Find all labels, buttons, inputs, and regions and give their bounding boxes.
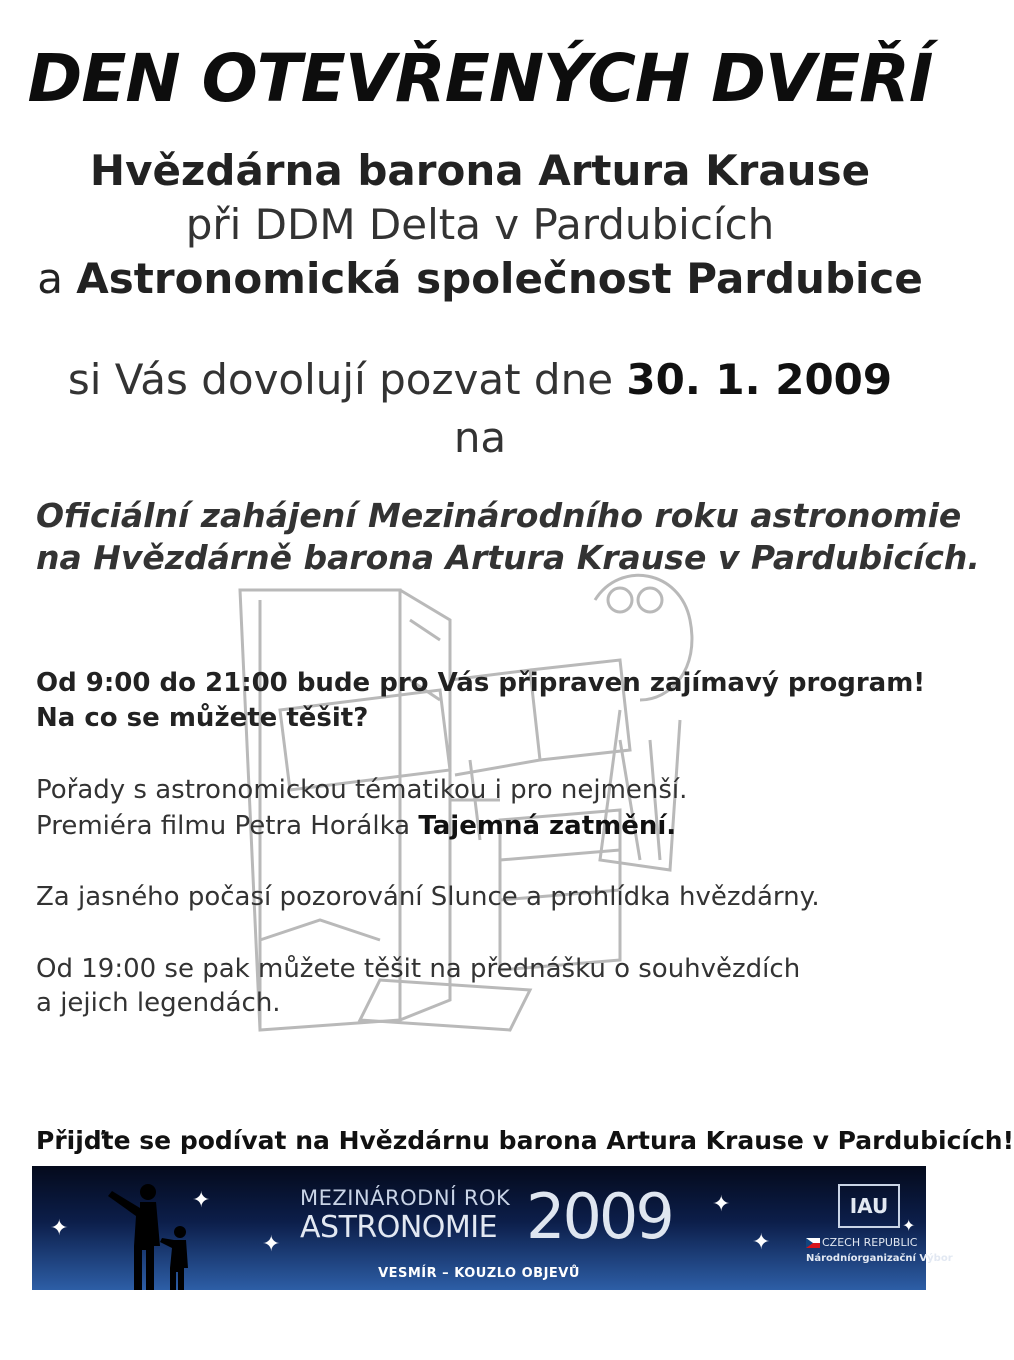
country-label: CZECH REPUBLIC xyxy=(822,1236,918,1249)
call-to-action: Přijďte se podívat na Hvězdárnu barona Artura Krause v Pardubicích! xyxy=(36,1126,1014,1155)
program-item-lecture-line1: Od 19:00 se pak můžete těšit na přednášku o souhvězdích xyxy=(36,954,801,984)
iya-year: 2009 xyxy=(526,1180,672,1253)
program-item-lecture-line2: a jejich legendách. xyxy=(36,988,281,1018)
page-title: DEN OTEVŘENÝCH DVEŘÍ xyxy=(27,40,933,117)
film-prefix: Premiéra filmu Petra Horálka xyxy=(36,811,419,841)
film-title: Tajemná zatmění. xyxy=(418,811,677,841)
event-title-line2: na Hvězdárně barona Artura Krause v Pardubicích. xyxy=(36,538,980,577)
czech-flag-icon xyxy=(806,1238,820,1248)
iya-2009-banner xyxy=(32,1166,953,1290)
program-item-sun: Za jasného počasí pozorování Slunce a prohlídka hvězdárny. xyxy=(36,882,820,912)
telescope-cartoon-illustration xyxy=(200,560,760,1060)
star-icon: ✦ xyxy=(50,1216,69,1241)
iya-line1: MEZINÁRODNÍ ROK xyxy=(300,1186,511,1210)
program-question: Na co se můžete těšit? xyxy=(36,703,369,733)
invite-line xyxy=(0,355,960,404)
iau-logo-text: IAU xyxy=(849,1194,889,1218)
program-item-shows: Pořady s astronomickou tématikou i pro nejmenší. xyxy=(36,775,688,805)
program-item-film xyxy=(36,811,676,841)
iya-line2: ASTRONOMIE xyxy=(300,1210,498,1245)
organizer-ddm: při DDM Delta v Pardubicích xyxy=(185,200,775,249)
event-title-line1: Oficiální zahájení Mezinárodního roku astronomie xyxy=(36,496,962,535)
star-icon: ✦ xyxy=(752,1230,771,1255)
organizer-society xyxy=(0,254,960,303)
iya-slogan: VESMÍR – KOUZLO OBJEVŮ xyxy=(378,1266,580,1281)
organizer-society-prefix: a xyxy=(37,254,77,303)
star-icon: ✦ xyxy=(192,1188,211,1213)
invite-text: si Vás dovolují pozvat dne xyxy=(67,355,627,404)
invite-date: 30. 1. 2009 xyxy=(626,355,893,404)
star-icon: ✦ xyxy=(712,1192,731,1217)
organizer-society-name: Astronomická společnost Pardubice xyxy=(76,254,923,303)
star-icon: ✦ xyxy=(902,1216,916,1235)
committee-label: Národníorganizační Výbor xyxy=(806,1253,953,1264)
program-hours: Od 9:00 do 21:00 bude pro Vás připraven zajímavý program! xyxy=(36,668,926,698)
organizer-observatory: Hvězdárna barona Artura Krause xyxy=(89,146,871,195)
star-icon: ✦ xyxy=(262,1232,281,1257)
invite-na: na xyxy=(453,413,507,462)
